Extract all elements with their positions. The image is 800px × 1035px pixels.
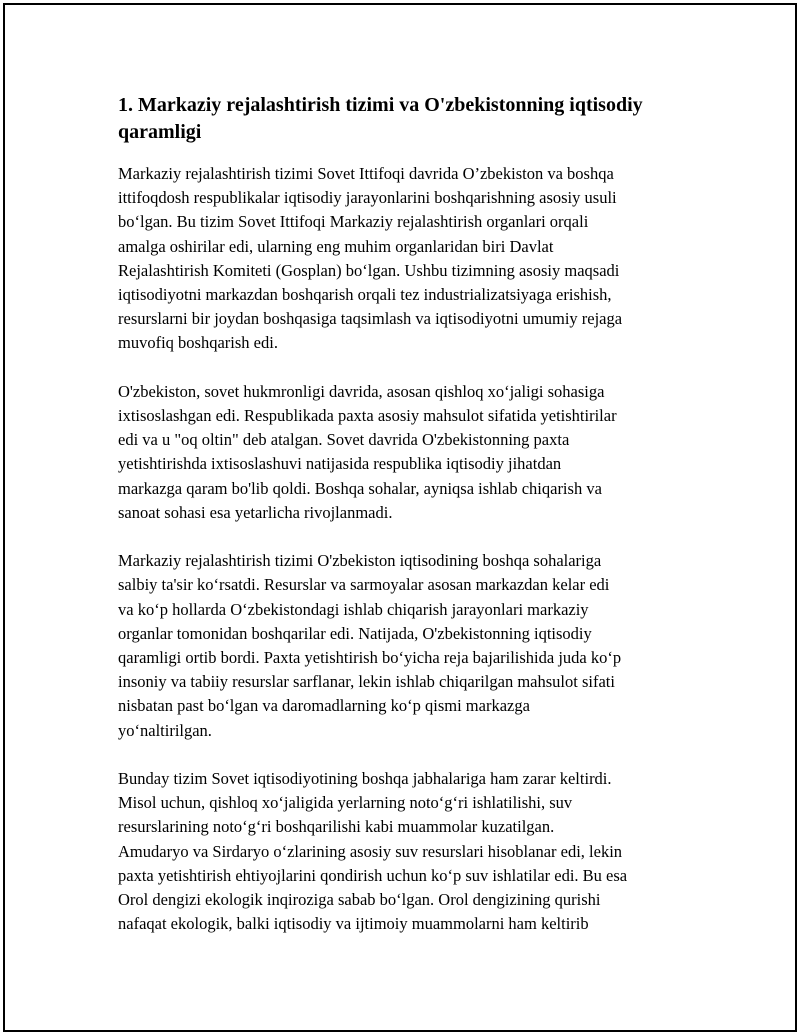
section-title [118,92,738,146]
text-line: resurslarni bir joydan boshqasiga taqsimlash va iqtisodiyotni umumiy rejaga [118,309,623,329]
paragraph-4 [118,767,738,936]
text-line: muvofiq boshqarish edi. [118,333,278,353]
text-line: Bunday tizim Sovet iqtisodiyotining boshqa jabhalariga ham zarar keltirdi. [118,769,612,789]
text-line: qaramligi ortib bordi. Paxta yetishtirish bo‘yicha reja bajarilishida juda ko‘p [118,648,622,668]
text-line: Rejalashtirish Komiteti (Gosplan) bo‘lgan. Ushbu tizimning asosiy maqsadi [118,260,620,280]
text-line: organlar tomonidan boshqarilar edi. Natijada, O'zbekistonning iqtisodiy [118,623,592,643]
text-line: va ko‘p hollarda O‘zbekistondagi ishlab chiqarish jarayonlari markaziy [118,599,589,619]
document-body [118,92,738,961]
paragraph-2 [118,380,738,525]
title-line: qaramligi [118,121,202,143]
title-line: 1. Markaziy rejalashtirish tizimi va O'zbekistonning iqtisodiy [118,94,643,116]
text-line: insoniy va tabiiy resurslar sarflanar, lekin ishlab chiqarilgan mahsulot sifati [118,672,615,692]
text-line: yetishtirishda ixtisoslashuvi natijasida respublika iqtisodiy jihatdan [118,454,562,474]
text-line: nisbatan past bo‘lgan va daromadlarning ko‘p qismi markazga [118,696,530,716]
text-line: bo‘lgan. Bu tizim Sovet Ittifoqi Markaziy rejalashtirish organlari orqali [118,212,589,232]
text-line: Amudaryo va Sirdaryo o‘zlarining asosiy suv resurslari hisoblanar edi, lekin [118,841,623,861]
text-line: O'zbekiston, sovet hukmronligi davrida, asosan qishloq xo‘jaligi sohasiga [118,381,605,401]
text-line: yo‘naltirilgan. [118,720,212,740]
text-line: salbiy ta'sir ko‘rsatdi. Resurslar va sarmoyalar asosan markazdan kelar edi [118,575,610,595]
text-line: resurslarining noto‘g‘ri boshqarilishi kabi muammolar kuzatilgan. [118,817,555,837]
text-line: paxta yetishtirish ehtiyojlarini qondirish uchun ko‘p suv ishlatilar edi. Bu esa [118,865,628,885]
text-line: Orol dengizi ekologik inqiroziga sabab bo‘lgan. Orol dengizining qurishi [118,890,601,910]
text-line: ixtisoslashgan edi. Respublikada paxta asosiy mahsulot sifatida yetishtirilar [118,406,617,426]
text-line: Misol uchun, qishloq xo‘jaligida yerlarning noto‘g‘ri ishlatilishi, suv [118,793,573,813]
text-line: markazga qaram bo'lib qoldi. Boshqa sohalar, ayniqsa ishlab chiqarish va [118,478,602,498]
text-line: Markaziy rejalashtirish tizimi Sovet Ittifoqi davrida O’zbekiston va boshqa [118,164,614,183]
text-line: amalga oshirilar edi, ularning eng muhim organlaridan biri Davlat [118,236,554,256]
text-line: Markaziy rejalashtirish tizimi O'zbekiston iqtisodining boshqa sohalariga [118,551,602,571]
text-line: ittifoqdosh respublikalar iqtisodiy jarayonlarini boshqarishning asosiy usuli [118,188,617,208]
paragraph-1 [118,162,738,356]
text-line: nafaqat ekologik, balki iqtisodiy va ijtimoiy muammolarni ham keltirib [118,914,589,934]
text-line: edi va u "oq oltin" deb atalgan. Sovet davrida O'zbekistonning paxta [118,430,570,450]
text-line: iqtisodiyotni markazdan boshqarish orqali tez industrializatsiyaga erishish, [118,285,612,305]
text-line: sanoat sohasi esa yetarlicha rivojlanmadi. [118,502,393,522]
paragraph-3 [118,549,738,743]
